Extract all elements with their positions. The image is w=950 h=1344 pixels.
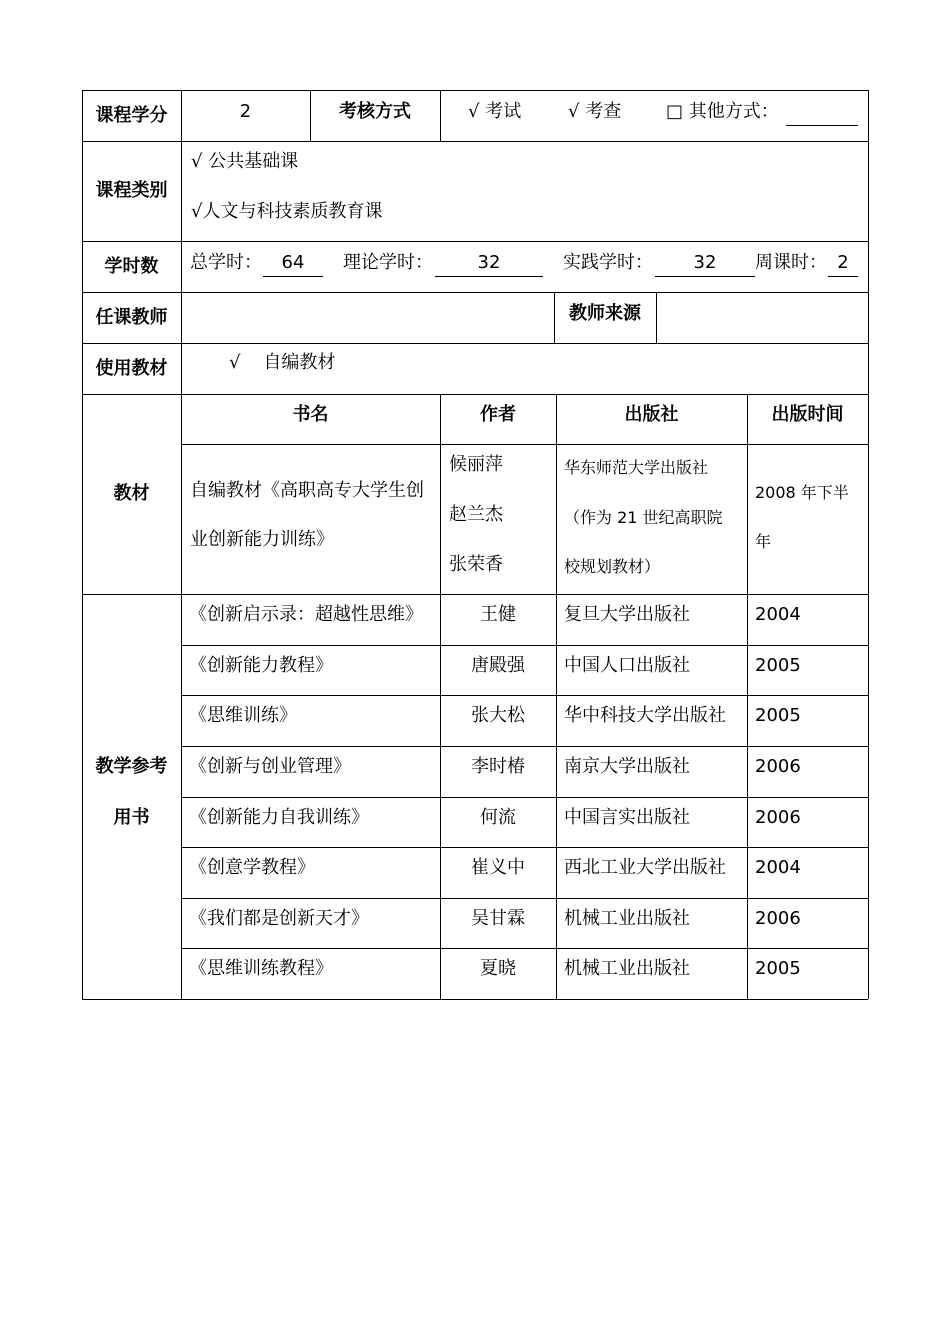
reference-title: 《思维训练》	[189, 705, 297, 726]
assess-options	[440, 90, 868, 141]
course-info-table	[82, 90, 868, 999]
textbook-label: 教材	[113, 483, 150, 504]
assess-other-blank	[786, 99, 858, 126]
textbook-publisher-line-1: 华东师范大学出版社	[564, 458, 709, 477]
credit-value: 2	[239, 101, 252, 122]
reference-author: 崔义中	[471, 857, 525, 878]
reference-author: 吴甘霖	[471, 908, 525, 929]
reference-publisher: 中国人口出版社	[564, 655, 690, 676]
references-label-line-1: 教学参考	[95, 756, 168, 777]
reference-year: 2006	[755, 807, 801, 828]
teacher-value	[181, 292, 554, 343]
reference-year: 2006	[755, 908, 801, 929]
header-title: 书名	[292, 404, 329, 425]
material-use-label: 使用教材	[95, 357, 168, 379]
references-label	[82, 594, 181, 999]
reference-title: 《思维训练教程》	[189, 958, 333, 979]
reference-author: 何流	[480, 807, 516, 828]
total-hours-label: 总学时：	[190, 252, 262, 273]
assess-check-option: √ 考查	[568, 101, 622, 122]
credit-label: 课程学分	[95, 104, 168, 126]
reference-year: 2004	[755, 604, 801, 625]
textbook-title-line-1: 自编教材《高职高专大学生创	[190, 480, 424, 501]
textbook-publisher-line-2: （作为 21 世纪高职院	[564, 508, 723, 527]
reference-publisher: 华中科技大学出版社	[564, 705, 726, 726]
references-label-line-2: 用书	[113, 807, 150, 828]
reference-year: 2005	[755, 705, 801, 726]
reference-author: 王健	[480, 604, 516, 625]
reference-author: 唐殿强	[471, 655, 525, 676]
teacher-source-label: 教师来源	[569, 303, 641, 324]
textbook-title-line-2: 业创新能力训练》	[190, 529, 334, 550]
reference-publisher: 中国言实出版社	[564, 807, 690, 828]
header-year: 出版时间	[771, 404, 844, 425]
category-line-1: √ 公共基础课	[191, 151, 299, 172]
textbook-publisher-line-3: 校规划教材）	[564, 557, 661, 576]
reference-year: 2005	[755, 655, 801, 676]
category-label: 课程类别	[95, 180, 168, 201]
total-hours-value: 64	[263, 250, 323, 277]
theory-hours-label: 理论学时：	[343, 252, 433, 273]
material-use-value: √ 自编教材	[229, 352, 336, 373]
header-author: 作者	[480, 404, 516, 425]
teacher-source-value	[656, 292, 868, 343]
hours-values	[181, 241, 868, 292]
practice-hours-value: 32	[655, 250, 755, 277]
weekly-hours-value: 2	[828, 250, 858, 277]
assess-other-option: □ 其他方式：	[666, 101, 779, 122]
reference-year: 2005	[755, 958, 801, 979]
textbook-author-3: 张荣香	[449, 554, 503, 575]
practice-hours-label: 实践学时：	[563, 252, 653, 273]
reference-author: 张大松	[471, 705, 525, 726]
reference-author: 夏晓	[480, 958, 516, 979]
reference-publisher: 机械工业出版社	[564, 908, 690, 929]
header-publisher: 出版社	[624, 404, 679, 425]
theory-hours-value: 32	[435, 250, 543, 277]
textbook-year-line-1: 2008 年下半	[755, 483, 849, 502]
hours-label: 学时数	[104, 255, 159, 277]
reference-title: 《创新能力教程》	[189, 655, 333, 676]
category-line-2: √人文与科技素质教育课	[191, 201, 383, 222]
teacher-label: 任课教师	[95, 306, 168, 328]
reference-publisher: 复旦大学出版社	[564, 604, 690, 625]
weekly-hours-label: 周课时：	[755, 252, 827, 273]
textbook-author-1: 候丽萍	[449, 454, 503, 475]
reference-year: 2006	[755, 756, 801, 777]
reference-title: 《创意学教程》	[189, 857, 315, 878]
reference-year: 2004	[755, 857, 801, 878]
textbook-author-2: 赵兰杰	[449, 504, 503, 525]
reference-title: 《创新启示录：超越性思维》	[189, 604, 423, 625]
reference-author: 李时椿	[471, 756, 525, 777]
textbook-year-line-2: 年	[755, 532, 772, 551]
assess-label: 考核方式	[339, 101, 411, 122]
reference-publisher: 西北工业大学出版社	[564, 857, 726, 878]
reference-title: 《我们都是创新天才》	[189, 908, 369, 929]
reference-publisher: 机械工业出版社	[564, 958, 690, 979]
reference-publisher: 南京大学出版社	[564, 756, 690, 777]
reference-title: 《创新与创业管理》	[189, 756, 351, 777]
reference-title: 《创新能力自我训练》	[189, 807, 369, 828]
assess-exam-option: √ 考试	[468, 101, 522, 122]
